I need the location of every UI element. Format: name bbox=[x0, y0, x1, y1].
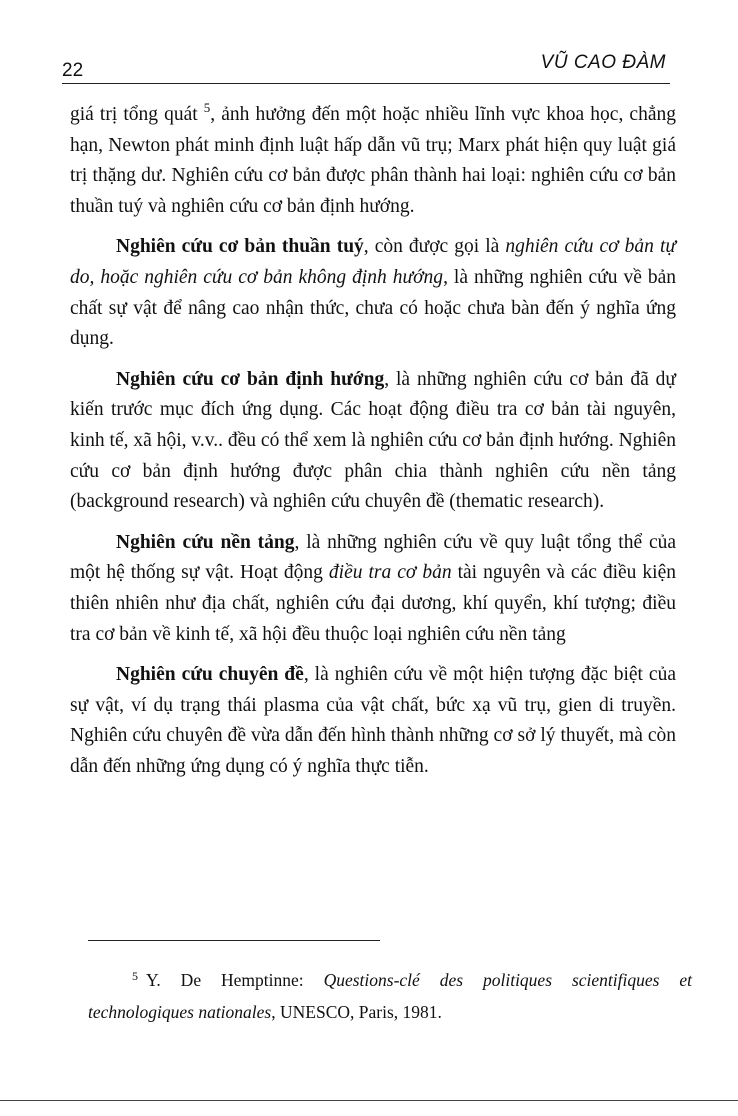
intro-text-start: giá trị tổng quát bbox=[70, 104, 204, 125]
pure-text-1: , còn được gọi là bbox=[363, 236, 506, 258]
footnote-publisher: , UNESCO, Paris, 1981. bbox=[271, 1002, 442, 1022]
pure-text-2: , là những nghiên cứu về bản chất sự vật để nâng cao nhận thức, chưa có hoặc chưa bàn đến ý nghĩa ứng dụng. bbox=[70, 266, 676, 350]
pure-basic-research-paragraph bbox=[70, 232, 676, 354]
footnote bbox=[88, 964, 692, 1028]
oriented-basic-research-paragraph bbox=[70, 365, 676, 518]
page-number: 22 bbox=[62, 60, 84, 81]
oriented-text: , là những nghiên cứu cơ bản đã dự kiến trước mục đích ứng dụng. Các hoạt động điều tra cơ bản tài nguyên, kinh tế, xã hội, v.v.. đều có thể xem là nghiên cứu cơ bản định hướng. Nghiên cứu cơ bản định hướng được phân chia thành nghiên cứu nền tảng (background research) và nghiên cứu chuyên đề (thematic research). bbox=[70, 368, 676, 513]
background-italic: điều tra cơ bản bbox=[328, 562, 452, 584]
footnote-reference[interactable]: 5 bbox=[203, 100, 211, 115]
thematic-text: , là nghiên cứu về một hiện tượng đặc biệt của sự vật, ví dụ trạng thái plasma của vật chất, bức xạ vũ trụ, gien di truyền. Nghiên cứu chuyên đề vừa dẫn đến hình thành những cơ sở lý thuyết, mà còn dẫn đến những ứng dụng có ý nghĩa thực tiễn. bbox=[70, 664, 676, 777]
footnote-number: 5 bbox=[132, 969, 138, 983]
term-pure-basic-research: Nghiên cứu cơ bản thuần tuý bbox=[116, 236, 364, 258]
footnote-title: Questions-clé des politiques scientifiques et technologiques nationales bbox=[88, 970, 692, 1022]
term-oriented-basic-research: Nghiên cứu cơ bản định hướng bbox=[116, 368, 385, 390]
header-rule bbox=[62, 83, 670, 84]
footnote-rule bbox=[88, 940, 380, 941]
body-text bbox=[70, 100, 676, 782]
page-bottom-edge bbox=[0, 1100, 738, 1101]
term-thematic-research: Nghiên cứu chuyên đề bbox=[116, 664, 304, 686]
term-background-research: Nghiên cứu nền tảng bbox=[116, 531, 295, 553]
background-research-paragraph bbox=[70, 528, 676, 650]
pure-italic-alias: nghiên cứu cơ bản tự do, hoặc nghiên cứu cơ bản không định hướng bbox=[70, 236, 677, 288]
page-header bbox=[62, 50, 670, 86]
background-text-1: , là những nghiên cứu về quy luật tổng thể của một hệ thống sự vật. Hoạt động bbox=[70, 531, 677, 584]
footnote-author: Y. De Hemptinne: bbox=[146, 970, 324, 990]
running-head-author: VŨ CAO ĐÀM bbox=[540, 52, 666, 73]
thematic-research-paragraph bbox=[70, 660, 676, 782]
intro-paragraph bbox=[70, 100, 676, 222]
intro-text-end: , ảnh hưởng đến một hoặc nhiều lĩnh vực khoa học, chẳng hạn, Newton phát minh định luật hấp dẫn vũ trụ; Marx phát hiện quy luật giá trị thặng dư. Nghiên cứu cơ bản được phân thành hai loại: nghiên cứu cơ bản thuần tuý và nghiên cứu cơ bản định hướng. bbox=[70, 104, 676, 217]
background-text-2: tài nguyên và các điều kiện thiên nhiên như địa chất, nghiên cứu đại dương, khí quyển, khí tượng; điều tra cơ bản về kinh tế, xã hội đều thuộc loại nghiên cứu nền tảng bbox=[70, 562, 676, 645]
